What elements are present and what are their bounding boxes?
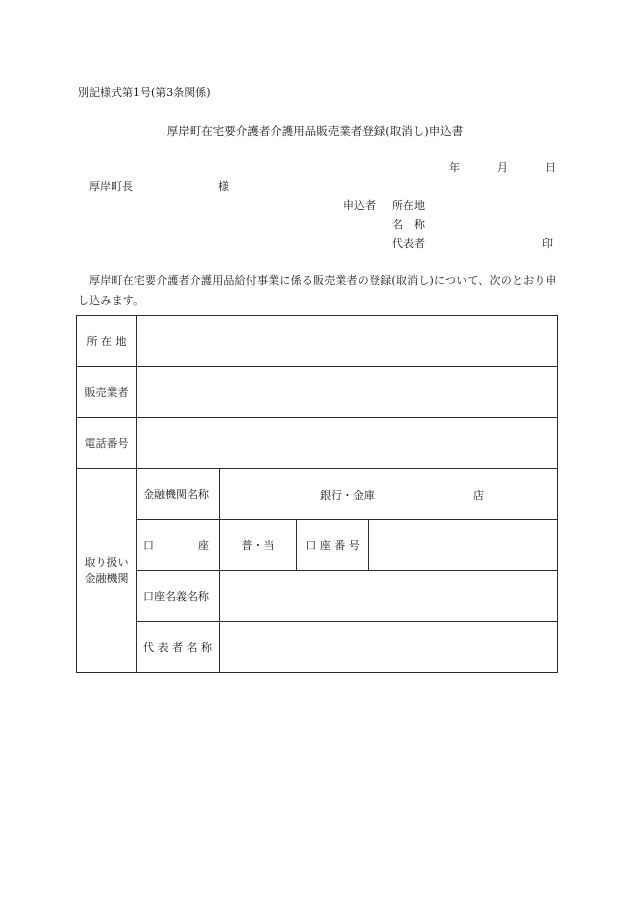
applicant-address-label: 所在地	[392, 199, 425, 212]
row-phone	[77, 418, 558, 469]
account-number-label: 口 座 番 号	[297, 520, 369, 571]
row-vendor	[77, 367, 558, 418]
body-paragraph: 厚岸町在宅要介護者介護用品給付事業に係る販売業者の登録(取消し)について、次のとおり申し込みます。	[78, 274, 557, 307]
bank-name-field[interactable]	[220, 469, 558, 520]
bank-suffix: 銀行・金庫	[320, 489, 375, 502]
applicant-name-label: 名 称	[392, 218, 425, 231]
row-representative	[77, 622, 558, 673]
vendor-field[interactable]	[137, 367, 558, 418]
date-month: 月	[497, 161, 508, 174]
row-address	[77, 316, 558, 367]
account-number-field[interactable]	[369, 520, 558, 571]
address-field[interactable]	[137, 316, 558, 367]
account-holder-field[interactable]	[220, 571, 558, 622]
applicant-label: 申込者	[343, 199, 376, 212]
row-account-holder	[77, 571, 558, 622]
vendor-label: 販売業者	[77, 367, 137, 418]
addressee-honorific: 様	[218, 180, 229, 193]
seal-mark: 印	[542, 237, 553, 250]
date-day: 日	[545, 161, 556, 174]
account-holder-label: 口座名義名称	[137, 571, 220, 622]
account-type-field[interactable]: 普・当	[220, 520, 297, 571]
representative-label: 代 表 者 名 称	[137, 622, 220, 673]
branch-suffix: 店	[473, 489, 484, 502]
row-account	[77, 520, 558, 571]
document-title: 厚岸町在宅要介護者介護用品販売業者登録(取消し)申込書	[166, 124, 464, 138]
representative-field[interactable]	[220, 622, 558, 673]
registration-table	[76, 315, 558, 673]
bank-name-label: 金融機関名称	[137, 469, 220, 520]
account-label: 口 座	[137, 520, 220, 571]
addressee: 厚岸町長	[89, 180, 133, 193]
bank-section-label: 取り扱い 金融機関	[77, 469, 137, 673]
phone-field[interactable]	[137, 418, 558, 469]
date-year: 年	[449, 161, 460, 174]
applicant-representative-label: 代表者	[392, 237, 425, 250]
address-label: 所 在 地	[77, 316, 137, 367]
form-number: 別記様式第1号(第3条関係)	[78, 86, 211, 99]
phone-label: 電話番号	[77, 418, 137, 469]
row-bank-name	[77, 469, 558, 520]
